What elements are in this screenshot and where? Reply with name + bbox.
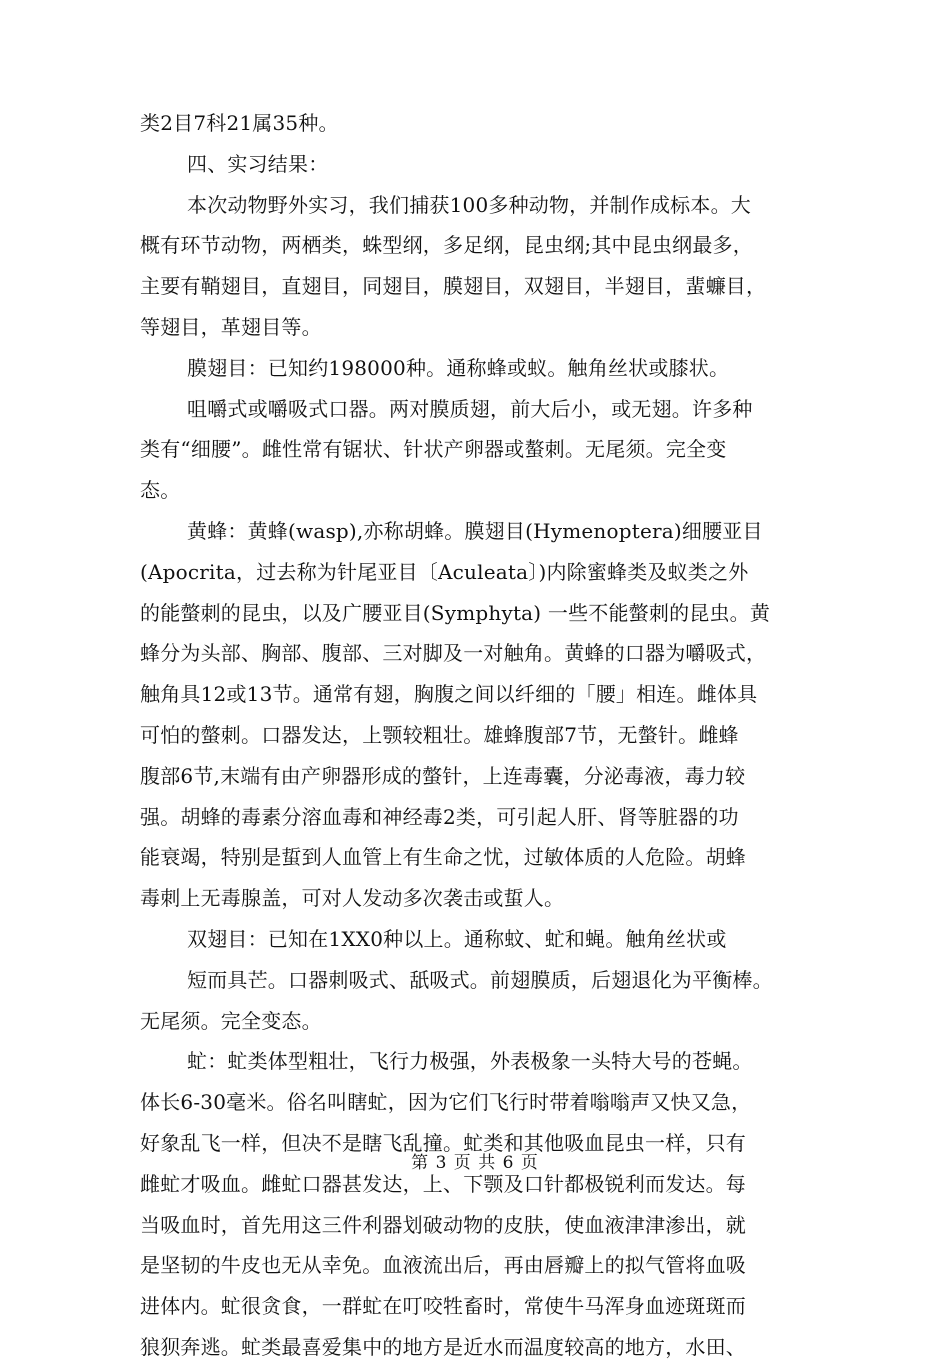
text-line: 毒刺上无毒腺盖，可对人发动多次袭击或蜇人。 [140, 886, 565, 911]
text-line: 短而具芒。口器刺吸式、舐吸式。前翅膜质，后翅退化为平衡棒。 [187, 967, 773, 992]
text-line: 雌虻才吸血。雌虻口器甚发达，上、下颚及口针都极锐利而发达。每 [140, 1171, 746, 1196]
text-line: 强。胡蜂的毒素分溶血毒和神经毒2类，可引起人肝、肾等脏器的功 [140, 804, 739, 829]
text-line: 蜂分为头部、胸部、腹部、三对脚及一对触角。黄蜂的口器为嚼吸式， [140, 641, 767, 666]
text-line: 概有环节动物，两栖类，蛛型纲，多足纲，昆虫纲;其中昆虫纲最多， [140, 233, 753, 258]
text-line: 类2目7科21属35种。 [140, 111, 339, 135]
text-line: 黄蜂：黄蜂(wasp),亦称胡蜂。膜翅目(Hymenoptera)细腰亚目 [187, 518, 763, 543]
text-line: 腹部6节,末端有由产卵器形成的螫针，上连毒囊，分泌毒液，毒力较 [140, 763, 746, 788]
text-line: 等翅目，革翅目等。 [140, 314, 322, 339]
text-line: 当吸血时，首先用这三件利器划破动物的皮肤，使血液津津渗出，就 [140, 1212, 746, 1237]
text-line: 咀嚼式或嚼吸式口器。两对膜质翅，前大后小，或无翅。许多种 [187, 396, 753, 421]
text-line: 的能螫刺的昆虫，以及广腰亚目(Symphyta) 一些不能螫刺的昆虫。黄 [140, 600, 771, 625]
section-heading: 四、实习结果： [187, 151, 329, 176]
text-line: 狼狈奔逃。虻类最喜爱集中的地方是近水而温度较高的地方，水田、 [140, 1334, 746, 1359]
text-line: 可怕的螫刺。口器发达，上颚较粗壮。雄蜂腹部7节，无螫针。雌蜂 [140, 722, 739, 747]
text-line: 触角具12或13节。通常有翅，胸腹之间以纤细的「腰」相连。雌体具 [140, 682, 758, 707]
text-line: 能衰竭，特别是蜇到人血管上有生命之忧，过敏体质的人危险。胡蜂 [140, 845, 746, 870]
text-line: 本次动物野外实习，我们捕获100多种动物，并制作成标本。大 [187, 192, 751, 217]
text-line: 是坚韧的牛皮也无从幸免。血液流出后，再由唇瓣上的拟气管将血吸 [140, 1253, 746, 1278]
text-line: 态。 [140, 478, 181, 503]
text-line: 无尾须。完全变态。 [140, 1008, 322, 1033]
text-line: 主要有鞘翅目，直翅目，同翅目，膜翅目，双翅目，半翅目，蜚蠊目， [140, 274, 767, 299]
text-line: 膜翅目：已知约198000种。通称蜂或蚁。触角丝状或膝状。 [187, 355, 730, 380]
text-line: (Apocrita，过去称为针尾亚目〔Aculeata〕)内除蜜蜂类及蚁类之外 [140, 559, 749, 584]
page-number-footer: 第 3 页 共 6 页 [411, 1153, 539, 1173]
text-line: 类有“细腰”。雌性常有锯状、针状产卵器或螯刺。无尾须。完全变 [140, 437, 727, 462]
text-line: 体长6-30毫米。俗名叫瞎虻，因为它们飞行时带着嗡嗡声又快又急， [140, 1090, 752, 1115]
document-body [140, 103, 812, 1368]
text-line: 虻：虻类体型粗壮，飞行力极强，外表极象一头特大号的苍蝇。 [187, 1049, 753, 1074]
text-line: 双翅目：已知在1XX0种以上。通称蚊、虻和蝇。触角丝状或 [187, 926, 727, 951]
text-line: 好象乱飞一样，但决不是瞎飞乱撞。虻类和其他吸血昆虫一样，只有 [140, 1130, 746, 1155]
text-line: 进体内。虻很贪食，一群虻在叮咬牲畜时，常使牛马浑身血迹斑斑而 [140, 1294, 746, 1319]
